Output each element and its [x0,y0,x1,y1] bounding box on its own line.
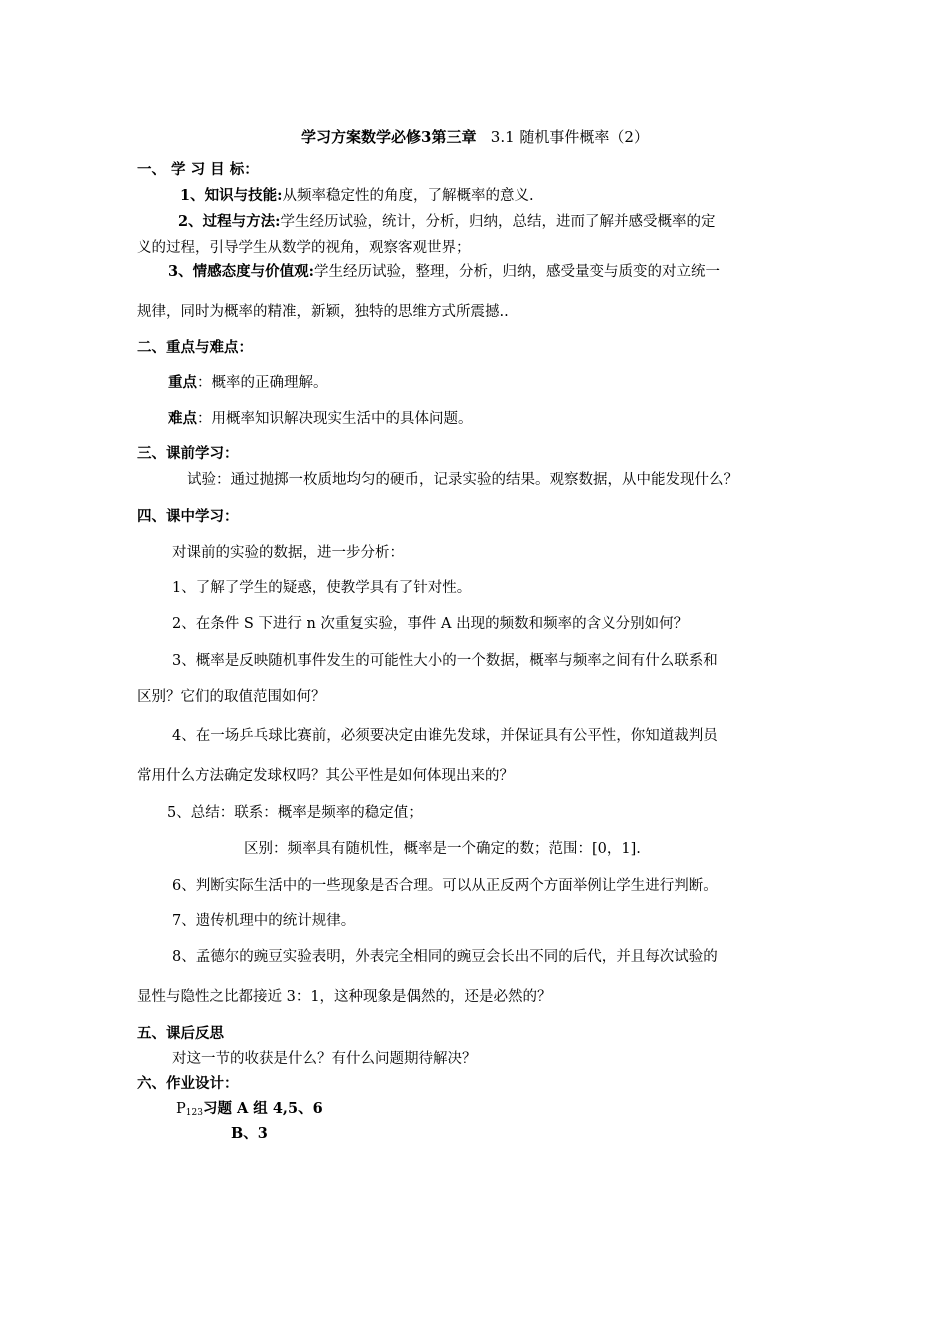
goal-item-2 [178,212,715,232]
homework-line-2: B、3 [231,1125,268,1142]
goal-item-3 [168,262,720,282]
key-point-label: 重点 [168,374,197,391]
homework-page-letter: P [176,1101,186,1117]
inclass-q3b: 区别？它们的取值范围如何？ [137,689,326,705]
reflection-text: 对这一节的收获是什么？有什么问题期待解决？ [172,1051,477,1067]
inclass-q6: 6、判断实际生活中的一些现象是否合理。可以从正反两个方面举例让学生进行判断。 [172,878,718,894]
goal-1-label: 1、知识与技能: [180,187,283,204]
preclass-text: 试验：通过抛掷一枚质地均匀的硬币，记录实验的结果。观察数据，从中能发现什么？ [187,472,738,488]
title-bold: 学习方案数学必修3第三章 [301,128,477,146]
inclass-q1: 1、了解了学生的疑惑，使教学具有了针对性。 [172,580,472,596]
goal-item-1 [180,186,534,206]
inclass-q4a: 4、在一场乒乓球比赛前，必须要决定由谁先发球，并保证具有公平性，你知道裁判员 [172,728,718,744]
inclass-intro: 对课前的实验的数据，进一步分析： [172,545,404,561]
section-heading-homework: 六、作业设计： [137,1075,239,1092]
homework-line-1 [176,1099,323,1121]
inclass-q5a: 5、总结：联系：概率是频率的稳定值； [167,805,423,821]
goal-3-text-a: 学生经历试验，整理，分析，归纳，感受量变与质变的对立统一 [313,264,720,280]
inclass-q8a: 8、孟德尔的豌豆实验表明，外表完全相同的豌豆会长出不同的后代，并且每次试验的 [172,949,718,965]
inclass-q8b: 显性与隐性之比都接近 3：1，这种现象是偶然的，还是必然的？ [137,989,552,1005]
homework-exercises: 习题 A 组 4,5、6 [202,1100,323,1117]
homework-page-number: 123 [185,1108,203,1118]
inclass-q3a: 3、概率是反映随机事件发生的可能性大小的一个数据，概率与频率之间有什么联系和 [172,653,718,669]
difficult-point [168,409,473,429]
goal-2-text-a: 学生经历试验，统计，分析，归纳，总结，进而了解并感受概率的定 [280,214,716,230]
inclass-q7: 7、遗传机理中的统计规律。 [172,913,356,929]
section-heading-reflection: 五、课后反思 [137,1025,224,1042]
goal-1-text: 从频率稳定性的角度，了解概率的意义. [282,188,534,204]
page-title [0,127,950,147]
difficult-point-label: 难点 [168,410,197,427]
section-heading-keypoints: 二、重点与难点： [137,339,253,356]
inclass-q5b: 区别：频率具有随机性，概率是一个确定的数；范围：[0，1]. [244,841,641,857]
section-heading-preclass: 三、课前学习： [137,445,239,462]
goal-3-label: 3、情感态度与价值观: [168,263,314,280]
goal-2-text-b: 义的过程，引导学生从数学的视角，观察客观世界； [137,240,471,256]
section-heading-goals: 一、 学 习 目 标： [137,161,259,178]
goal-3-text-b: 规律，同时为概率的精准，新颖，独特的思维方式所震撼.. [137,304,509,320]
inclass-q2: 2、在条件 S 下进行 n 次重复实验，事件 A 出现的频数和频率的含义分别如何？ [172,616,689,632]
difficult-point-text: ：用概率知识解决现实生活中的具体问题。 [197,411,473,427]
goal-2-label: 2、过程与方法: [178,213,281,230]
key-point-text: ：概率的正确理解。 [197,375,328,391]
key-point [168,373,328,393]
title-rest: 3.1 随机事件概率（2） [490,128,649,146]
inclass-q4b: 常用什么方法确定发球权吗？其公平性是如何体现出来的？ [137,768,514,784]
section-heading-inclass: 四、课中学习： [137,508,239,525]
